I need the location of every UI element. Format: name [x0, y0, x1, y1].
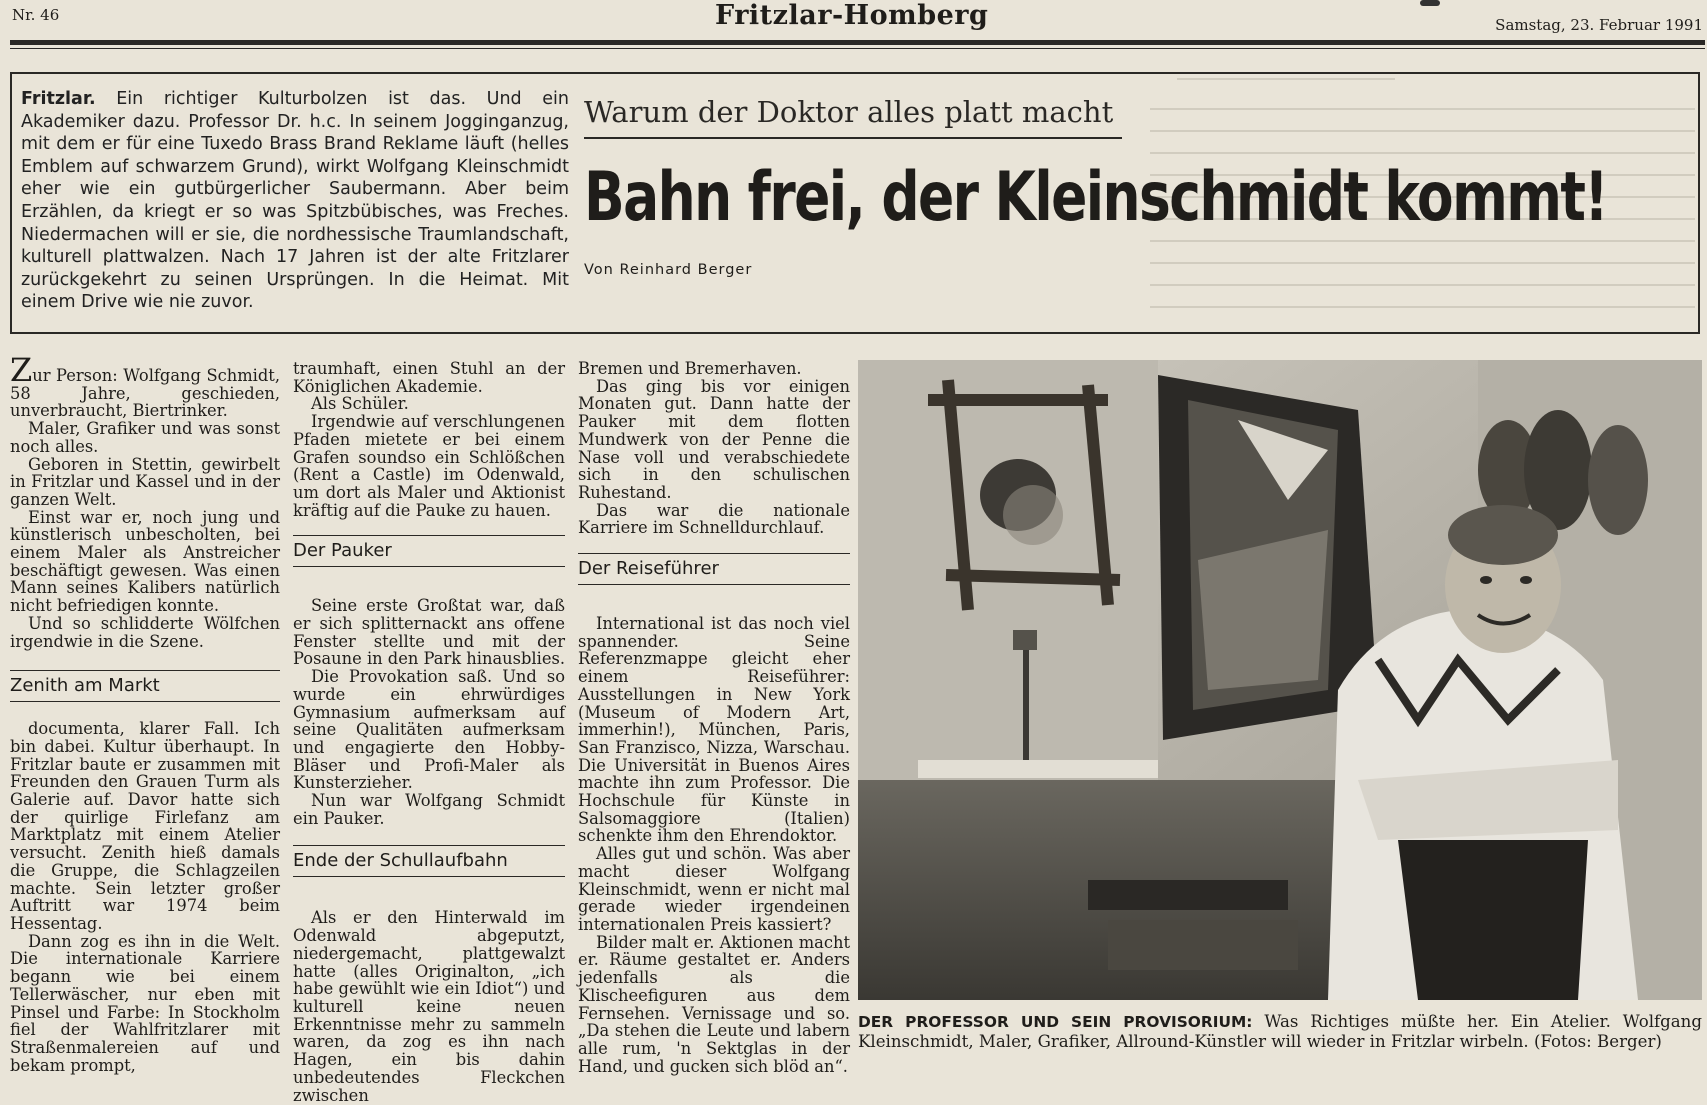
drop-cap: Z: [10, 351, 33, 389]
paragraph: Einst war er, noch jung und künstlerisch unbescholten, bei einem Maler als Anstreicher beschäftigt gewesen. Was einen Mann seines Kalibers natürlich nicht befriedigen konnte.: [10, 507, 280, 616]
subhead-zenith: Zenith am Markt: [10, 670, 280, 702]
kicker: Warum der Doktor alles platt macht: [584, 95, 1114, 129]
subhead-reisefuehrer: Der Reiseführer: [578, 553, 850, 585]
paragraph: Seine erste Großtat war, daß er sich splitternackt ans offene Fenster stellte und mit der Posaune in den Park hinausblies.: [293, 596, 566, 669]
intro-paragraph: [21, 88, 569, 314]
article-column-3: [578, 360, 850, 1075]
byline: Von Reinhard Berger: [584, 262, 753, 278]
header-rule: [10, 40, 1705, 45]
intro-place: Fritzlar.: [21, 89, 96, 109]
header-rule-thin: [10, 48, 1705, 49]
subhead-schullaufbahn: Ende der Schullaufbahn: [293, 845, 565, 877]
article-column-2: [293, 360, 565, 1104]
paragraph: Dann zog es ihn in die Welt. Die internationale Karriere begann wie bei einem Tellerwäscher, nur eben mit Pinsel und Farbe: In Stockholm fiel der Wahlfritzlarer mit Straßenmalereien auf und bekam prompt,: [10, 931, 280, 1075]
paragraph: Maler, Grafiker und was sonst noch alles.: [10, 419, 280, 456]
paragraph: Als Schüler.: [311, 394, 409, 414]
paragraph: International ist das noch viel spannender. Seine Referenzmappe gleicht eher einem Reiseführer: Ausstellungen in New York (Museum of Modern Art, immerhin!), München, Paris, San Franzisco, Nizza, Warschau. Die Universität in Buenos Aires machte ihn zum Professor. Die Hochschule für Künste in Salsomaggiore (Italien) schenkte ihm den Ehrendoktor.: [578, 614, 850, 846]
article-photo: [858, 360, 1702, 1000]
subhead-pauker: Der Pauker: [293, 535, 565, 567]
paragraph: Und so schlidderte Wölfchen irgendwie in die Szene.: [10, 613, 280, 651]
paragraph: Das war die nationale Karriere im Schnelldurchlauf.: [578, 500, 850, 538]
paragraph: Bremen und Bremerhaven.: [578, 359, 802, 378]
headline: Bahn frei, der Kleinschmidt kommt!: [584, 158, 1608, 237]
paragraph: Als er den Hinterwald im Odenwald abgeputzt, niedergemacht, plattgewalzt hatte (alles Originalton, „ich habe gewühlt wie ein Idiot“) und kulturell keine neuen Erkenntnisse mehr zu sammeln waren, da zog es ihn nach Hagen, ein bis dahin unbedeutendes Fleckchen zwischen: [293, 908, 565, 1105]
paragraph: Die Provokation saß. Und so wurde ein ehrwürdiges Gymnasium aufmerksam auf seine Qualitäten aufmerksam und engagierte den Hobby-Bläser und Profi-Maler als Kunsterzieher.: [293, 667, 565, 793]
newspaper-section-title: Fritzlar-Homberg: [715, 0, 989, 31]
issue-date: Samstag, 23. Februar 1991: [1495, 16, 1703, 34]
photo-caption: [858, 1012, 1702, 1051]
article-column-1: [10, 351, 280, 1075]
paragraph: Bilder malt er. Aktionen macht er. Räume gestaltet er. Anders jedenfalls als die Klischeefiguren aus dem Fernsehen. Vernissage und so. „Da stehen die Leute und labern alle rum, 'n Sektglas in der Hand, und gucken sich blöd an“.: [578, 932, 850, 1076]
paragraph: Zur Person: Wolfgang Schmidt, 58 Jahre, geschieden, unverbraucht, Biertrinker.: [10, 351, 280, 421]
issue-number: Nr. 46: [12, 6, 60, 24]
paragraph: Alles gut und schön. Was aber macht dieser Wolfgang Kleinschmidt, wenn er nicht mal gerade wieder irgendeinen internationalen Preis kassiert?: [578, 844, 850, 934]
paragraph: documenta, klarer Fall. Ich bin dabei. Kultur überhaupt. In Fritzlar baute er zusammen mit Freunden den Grauen Turm als Galerie auf. Davor hatte sich der quirlige Firlefanz am Marktplatz mit einem Atelier versucht. Zenith hieß damals die Gruppe, die Schlagzeilen machte. Sein letzter großer Auftritt war 1974 beim Hessentag.: [10, 719, 280, 933]
kicker-rule: [584, 137, 1122, 139]
paragraph: Geboren in Stettin, gewirbelt in Fritzlar und Kassel und in der ganzen Welt.: [10, 454, 280, 509]
ink-smudge: [1420, 0, 1440, 6]
caption-lead: DER PROFESSOR UND SEIN PROVISORIUM:: [858, 1013, 1253, 1031]
photo-artist-in-studio: [858, 360, 1702, 1000]
paragraph: Nun war Wolfgang Schmidt ein Pauker.: [293, 791, 565, 828]
paragraph: traumhaft, einen Stuhl an der Königlichen Akademie.: [293, 359, 565, 396]
intro-text: Ein richtiger Kulturbolzen ist das. Und ein Akademiker dazu. Professor Dr. h.c. In seinem Jogginganzug, mit dem er für eine Tuxedo Brass Brand Reklame läuft (helles Emblem auf schwarzem Grund), wirkt Wolfgang Kleinschmidt eher wie ein gutbürgerlicher Saubermann. Aber beim Erzählen, da kriegt er so was Spitzbübisches, was Freches. Niedermachen will er sie, die nordhessische Traumlandschaft, kulturell plattwalzen. Nach 17 Jahren ist der alte Fritzlarer zurückgekehrt zu seinen Ursprüngen. In die Heimat. Mit einem Drive wie nie zuvor.: [21, 89, 569, 313]
caption-text: Was Richtiges müßte her. Ein Atelier. Wolfgang Kleinschmidt, Maler, Grafiker, Allround-Künstler will wieder in Fritzlar wirbeln. (Fotos: Berger): [858, 1012, 1702, 1051]
paragraph: Das ging bis vor einigen Monaten gut. Dann hatte der Pauker mit dem flotten Mundwerk von der Penne die Nase voll und verabschiedete sich in den schulischen Ruhestand.: [578, 376, 850, 502]
paragraph: Irgendwie auf verschlungenen Pfaden mietete er bei einem Grafen soundso ein Schlößchen (Rent a Castle) im Odenwald, um dort als Maler und Aktionist kräftig auf die Pauke zu hauen.: [293, 412, 565, 520]
